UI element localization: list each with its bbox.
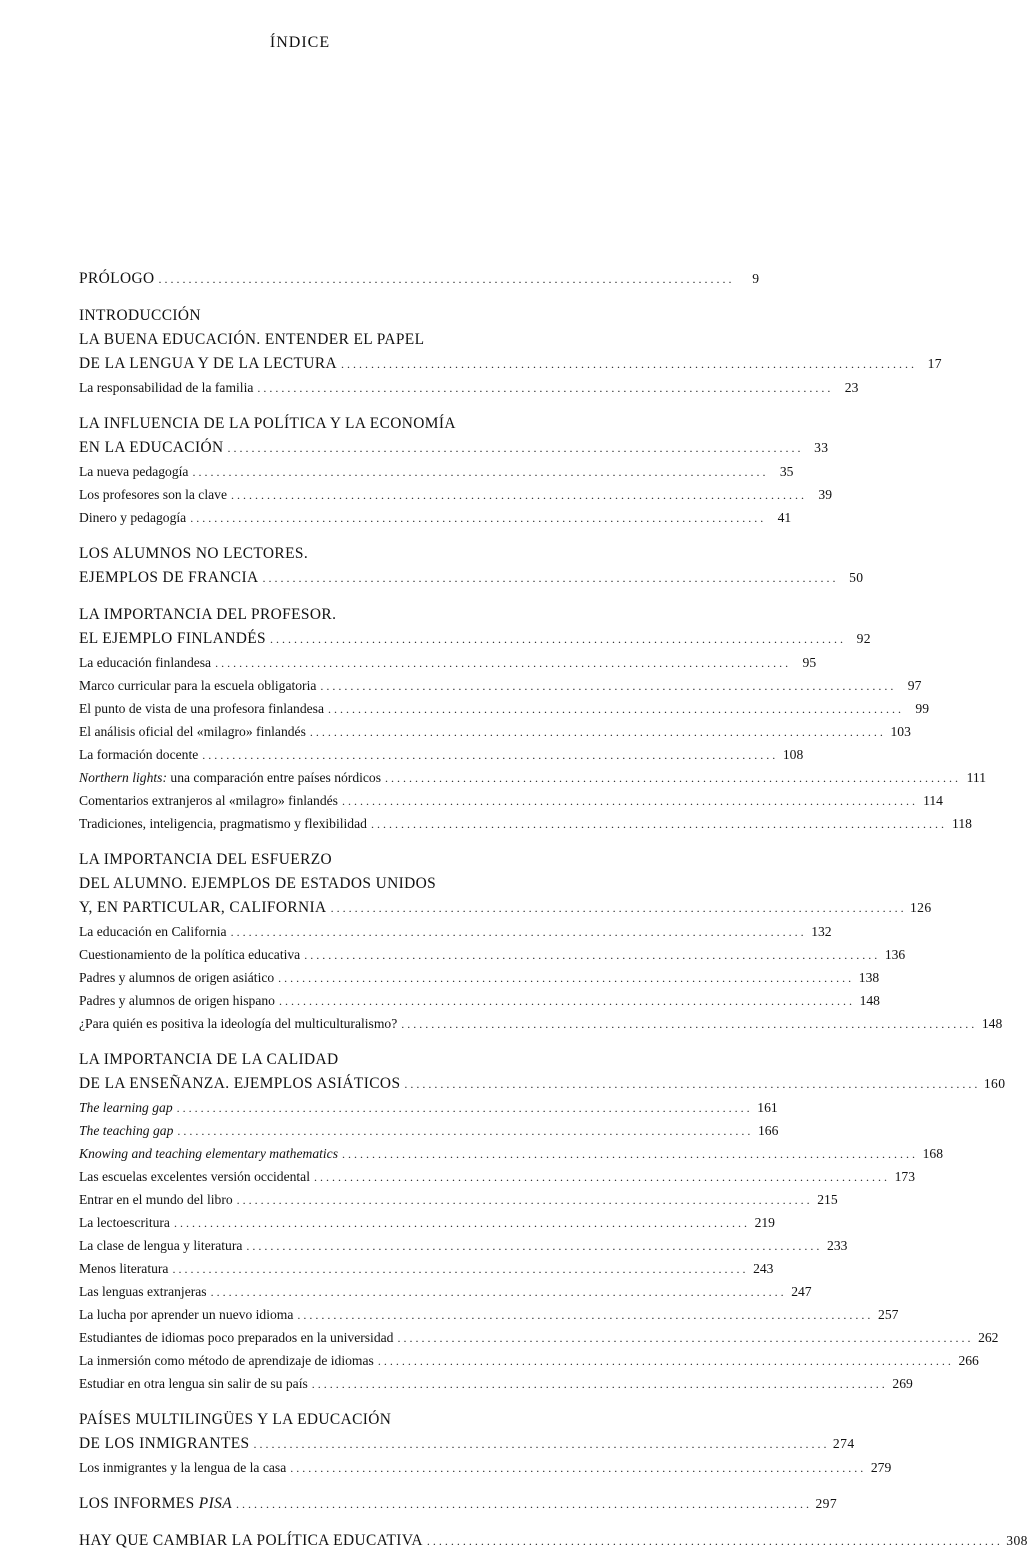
dot-leader: [177, 1120, 750, 1143]
toc-subentry[interactable]: [79, 1349, 979, 1372]
dot-leader: [192, 461, 765, 484]
toc-subentry[interactable]: [79, 1142, 943, 1165]
entry-title: DE LOS INMIGRANTES: [79, 1435, 250, 1452]
entry-title: LA INFLUENCIA DE LA POLÍTICA Y LA ECONOMÍA: [79, 415, 456, 432]
toc-subentry[interactable]: [79, 1188, 838, 1211]
entry-title-italic: The learning gap: [79, 1100, 173, 1115]
toc-subentry[interactable]: [79, 943, 906, 966]
entry-title: La responsabilidad de la familia: [79, 380, 254, 395]
entry-title: LA IMPORTANCIA DEL PROFESOR.: [79, 606, 337, 623]
entry-title: Estudiar en otra lengua sin salir de su país: [79, 1376, 308, 1391]
entry-title: [79, 1096, 173, 1119]
entry-title: ¿Para quién es positiva la ideología del multiculturalismo?: [79, 1016, 398, 1031]
page-number: 297: [815, 1496, 838, 1511]
entry-title: [79, 1142, 338, 1165]
dot-leader: [304, 944, 877, 967]
toc-section: [79, 1408, 892, 1479]
entry-title: Entrar en el mundo del libro: [79, 1192, 233, 1207]
entry-title: LA IMPORTANCIA DEL ESFUERZO: [79, 851, 333, 868]
page-number: 257: [878, 1307, 899, 1322]
dot-leader: [172, 1258, 745, 1281]
entry-title: PAÍSES MULTILINGÜES Y LA EDUCACIÓN: [79, 1411, 392, 1428]
toc-subentry[interactable]: [79, 1096, 778, 1119]
entry-title-italic: The teaching gap: [79, 1123, 174, 1138]
page-number: 136: [884, 947, 906, 962]
dot-leader: [314, 1166, 887, 1189]
entry-title: Dinero y pedagogía: [79, 510, 187, 525]
dot-leader: [397, 1327, 970, 1350]
page-number: 23: [844, 380, 859, 395]
table-of-contents: [79, 267, 1028, 1566]
toc-subentry[interactable]: [79, 920, 832, 943]
page-number: 269: [892, 1376, 913, 1391]
dot-leader: [371, 813, 944, 836]
page-title: ÍNDICE: [269, 34, 331, 51]
page-number: 95: [802, 655, 817, 670]
dot-leader: [174, 1212, 747, 1235]
entry-title: La lucha por aprender un nuevo idioma: [79, 1307, 294, 1322]
dot-leader: [215, 652, 788, 675]
dot-leader: [297, 1304, 870, 1327]
dot-leader: [270, 627, 843, 651]
page-number: 41: [777, 510, 792, 525]
dot-leader: [342, 790, 915, 813]
entry-title: La lectoescritura: [79, 1215, 170, 1230]
toc-subentry[interactable]: [79, 1303, 899, 1326]
entry-title: Los inmigrantes y la lengua de la casa: [79, 1460, 287, 1475]
dot-leader: [190, 507, 763, 530]
dot-leader: [320, 675, 893, 698]
toc-subentry[interactable]: [79, 697, 929, 720]
toc-section: [79, 542, 864, 590]
page-number: 111: [966, 770, 987, 785]
page-number: 166: [758, 1123, 779, 1138]
dot-leader: [246, 1235, 819, 1258]
toc-subentry[interactable]: [79, 1456, 892, 1479]
dot-leader: [231, 921, 804, 944]
toc-section: [79, 1048, 1006, 1395]
dot-leader: [177, 1097, 750, 1120]
toc-section: [79, 1529, 1028, 1553]
dot-leader: [262, 566, 835, 590]
dot-leader: [342, 1143, 915, 1166]
entry-title: LOS INFORMES PISA: [79, 1495, 233, 1512]
entry-title: Menos literatura: [79, 1261, 169, 1276]
toc-subentry[interactable]: [79, 1165, 915, 1188]
toc-subentry[interactable]: [79, 766, 987, 789]
toc-subentry[interactable]: [79, 896, 932, 920]
toc-subentry: [79, 542, 517, 566]
page-number: 215: [817, 1192, 838, 1207]
entry-title: Cuestionamiento de la política educativa: [79, 947, 301, 962]
page-number: 50: [849, 570, 864, 585]
toc-subentry: [79, 1048, 517, 1072]
page-number: 35: [779, 464, 794, 479]
toc-subentry[interactable]: [79, 376, 859, 399]
entry-title: La educación en California: [79, 924, 227, 939]
dot-leader: [228, 436, 801, 460]
entry-title: Marco curricular para la escuela obligatoria: [79, 678, 317, 693]
entry-title: Y, EN PARTICULAR, CALIFORNIA: [79, 899, 327, 916]
toc-section: [79, 304, 942, 399]
toc-subentry[interactable]: [79, 1234, 848, 1257]
page-number: 39: [818, 487, 832, 502]
toc-subentry[interactable]: [79, 483, 832, 506]
dot-leader: [237, 1189, 810, 1212]
entry-title: Padres y alumnos de origen hispano: [79, 993, 275, 1008]
page-number: 108: [782, 747, 804, 762]
toc-subentry[interactable]: [79, 789, 943, 812]
entry-title: INTRODUCCIÓN: [79, 307, 201, 324]
page-number: 247: [791, 1284, 812, 1299]
entry-title: Northern lights: una comparación entre países nórdicos: [79, 770, 382, 785]
entry-title: LA IMPORTANCIA DE LA CALIDAD: [79, 1051, 339, 1068]
entry-title: El análisis oficial del «milagro» finlandés: [79, 724, 306, 739]
entry-title: La clase de lengua y literatura: [79, 1238, 243, 1253]
page-number: 9: [752, 271, 760, 286]
dot-leader: [331, 896, 904, 920]
toc-subentry[interactable]: [79, 1257, 774, 1280]
page-number: 233: [827, 1238, 848, 1253]
toc-subentry[interactable]: [79, 966, 880, 989]
dot-leader: [378, 1350, 951, 1373]
page-number: 99: [915, 701, 929, 716]
toc-section: [79, 848, 1003, 1035]
page-number: 308: [1006, 1533, 1028, 1548]
page-number: 97: [907, 678, 922, 693]
page-number: 33: [814, 440, 829, 455]
page-number: 118: [952, 816, 972, 831]
page-number: 262: [978, 1330, 999, 1345]
entry-title: HAY QUE CAMBIAR LA POLÍTICA EDUCATIVA: [79, 1532, 423, 1549]
dot-leader: [159, 267, 732, 291]
toc-subentry[interactable]: [79, 720, 911, 743]
entry-title-italic: PISA: [198, 1495, 233, 1512]
toc-subentry[interactable]: [79, 506, 792, 529]
toc-subentry[interactable]: [79, 352, 942, 376]
dot-leader: [202, 744, 775, 767]
page-number: 132: [811, 924, 832, 939]
page-number: 243: [753, 1261, 774, 1276]
dot-leader: [404, 1072, 977, 1096]
toc-subentry[interactable]: [79, 1211, 775, 1234]
toc-subentry: [79, 1408, 517, 1432]
dot-leader: [328, 698, 901, 721]
page-number: 148: [981, 1016, 1003, 1031]
toc-subentry[interactable]: [79, 1432, 855, 1456]
toc-subentry[interactable]: [79, 1012, 1003, 1035]
entry-title: DE LA ENSEÑANZA. EJEMPLOS ASIÁTICOS: [79, 1075, 401, 1092]
page-number: 114: [923, 793, 943, 808]
toc-subentry[interactable]: [79, 1372, 913, 1395]
page-number: 266: [958, 1353, 979, 1368]
toc-section: [79, 267, 760, 291]
page-number: 161: [757, 1100, 778, 1115]
entry-title: Tradiciones, inteligencia, pragmatismo y flexibilidad: [79, 816, 367, 831]
entry-title: La inmersión como método de aprendizaje de idiomas: [79, 1353, 374, 1368]
entry-title: EL EJEMPLO FINLANDÉS: [79, 630, 266, 647]
toc-section: [79, 412, 832, 529]
dot-leader: [401, 1013, 974, 1036]
page-number: 274: [832, 1436, 855, 1451]
page-number: 148: [859, 993, 880, 1008]
dot-leader: [385, 767, 958, 790]
page-number: 138: [858, 970, 880, 985]
toc-subentry: [79, 412, 517, 436]
entry-title: DE LA LENGUA Y DE LA LECTURA: [79, 355, 337, 372]
toc-subentry[interactable]: [79, 674, 922, 697]
page-number: 103: [890, 724, 911, 739]
page-number: 168: [922, 1146, 943, 1161]
dot-leader: [231, 484, 804, 507]
toc-section: [79, 1492, 838, 1516]
entry-title: La formación docente: [79, 747, 199, 762]
entry-title: Comentarios extranjeros al «milagro» finlandés: [79, 793, 338, 808]
toc-section: [79, 603, 987, 835]
page-number: 160: [983, 1076, 1006, 1091]
page-number: 279: [870, 1460, 892, 1475]
toc-subentry[interactable]: [79, 267, 760, 291]
toc-subentry[interactable]: [79, 1119, 779, 1142]
dot-leader: [279, 990, 852, 1013]
page-number: 17: [927, 356, 942, 371]
dot-leader: [341, 352, 914, 376]
toc-subentry: [79, 304, 517, 328]
toc-subentry[interactable]: [79, 812, 972, 835]
toc-subentry[interactable]: [79, 436, 829, 460]
entry-title: EJEMPLOS DE FRANCIA: [79, 569, 259, 586]
entry-title: LOS ALUMNOS NO LECTORES.: [79, 545, 309, 562]
page-number: 126: [909, 900, 932, 915]
entry-title: Padres y alumnos de origen asiático: [79, 970, 275, 985]
toc-subentry: [79, 328, 517, 352]
toc-subentry[interactable]: [79, 1326, 999, 1349]
dot-leader: [257, 377, 830, 400]
toc-subentry[interactable]: [79, 566, 864, 590]
entry-title: LA BUENA EDUCACIÓN. ENTENDER EL PAPEL: [79, 331, 425, 348]
toc-subentry[interactable]: [79, 1280, 812, 1303]
entry-title: Los profesores son la clave: [79, 487, 227, 502]
entry-title: Las escuelas excelentes versión occidental: [79, 1169, 310, 1184]
toc-subentry[interactable]: [79, 1529, 1028, 1553]
dot-leader: [211, 1281, 784, 1304]
dot-leader: [427, 1529, 1000, 1553]
entry-title: Las lenguas extranjeras: [79, 1284, 207, 1299]
entry-title: DEL ALUMNO. EJEMPLOS DE ESTADOS UNIDOS: [79, 875, 437, 892]
entry-title: PRÓLOGO: [79, 270, 155, 287]
dot-leader: [290, 1457, 863, 1480]
toc-subentry[interactable]: [79, 460, 794, 483]
toc-subentry: [79, 848, 517, 872]
entry-title: La educación finlandesa: [79, 655, 212, 670]
toc-subentry: [79, 872, 517, 896]
entry-title: EN LA EDUCACIÓN: [79, 439, 224, 456]
entry-title-italic: Northern lights:: [79, 770, 167, 785]
toc-subentry[interactable]: [79, 989, 880, 1012]
entry-title: [79, 1119, 173, 1142]
toc-subentry[interactable]: [79, 1072, 1006, 1096]
dot-leader: [278, 967, 851, 990]
page-number: 219: [754, 1215, 775, 1230]
dot-leader: [310, 721, 883, 744]
toc-subentry[interactable]: [79, 651, 817, 674]
dot-leader: [236, 1492, 809, 1516]
dot-leader: [254, 1432, 827, 1456]
entry-title-italic: Knowing and teaching elementary mathematics: [79, 1146, 338, 1161]
toc-subentry[interactable]: [79, 1492, 838, 1516]
toc-subentry[interactable]: [79, 743, 804, 766]
entry-title: La nueva pedagogía: [79, 464, 189, 479]
toc-subentry[interactable]: [79, 627, 871, 651]
entry-title: Estudiantes de idiomas poco preparados en la universidad: [79, 1330, 394, 1345]
dot-leader: [312, 1373, 885, 1396]
page-number: 173: [894, 1169, 915, 1184]
page-number: 92: [856, 631, 871, 646]
entry-title: El punto de vista de una profesora finlandesa: [79, 701, 324, 716]
toc-subentry: [79, 603, 517, 627]
